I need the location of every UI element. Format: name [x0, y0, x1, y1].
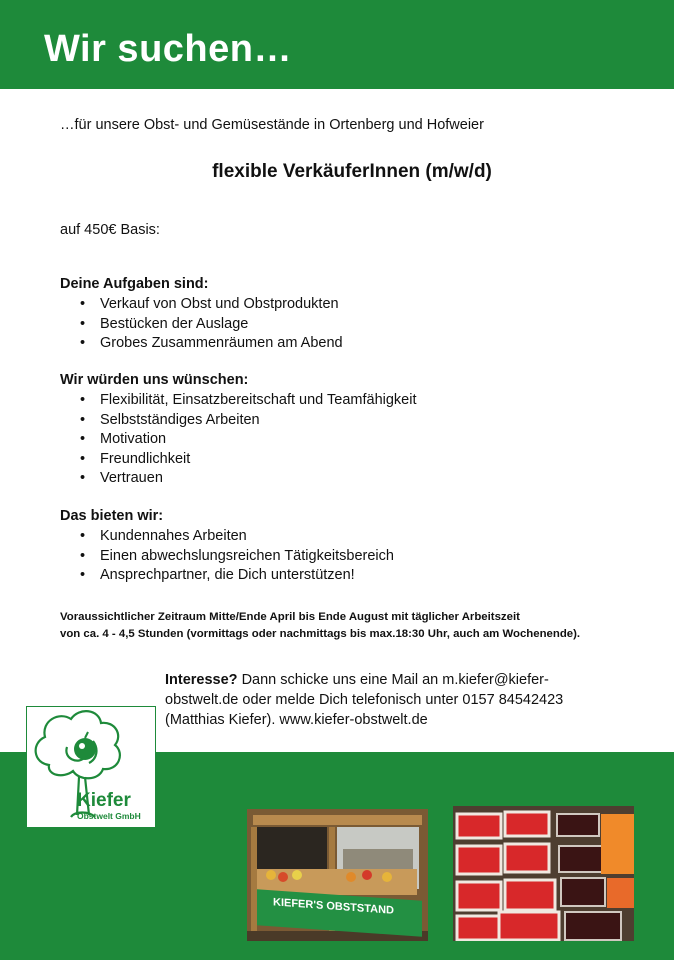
contact-text: obstwelt.de oder melde Dich telefonisch unter 0157 84542423	[165, 692, 564, 708]
company-logo	[26, 706, 156, 828]
job-title: flexible VerkäuferInnen (m/w/d)	[212, 161, 492, 182]
logo-subtitle: Obstwelt GmbH	[77, 811, 141, 821]
list-item: • Selbstständiges Arbeiten	[80, 411, 416, 431]
list-item: • Ansprechpartner, die Dich unterstützen!	[80, 566, 394, 586]
work-period	[60, 609, 580, 643]
list-item: • Grobes Zusammenräumen am Abend	[80, 334, 343, 354]
wishes-list	[80, 391, 416, 489]
wishes-title: Wir würden uns wünschen:	[60, 372, 249, 388]
list-item: • Verkauf von Obst und Obstprodukten	[80, 295, 343, 315]
contact-info	[165, 670, 635, 730]
stand-sign-text: KIEFER'S OBSTSTAND	[273, 896, 394, 917]
intro-text: …für unsere Obst- und Gemüsestände in Ortenberg und Hofweier	[60, 117, 484, 133]
contact-text: (Matthias Kiefer). www.kiefer-obstwelt.de	[165, 712, 428, 728]
offers-title: Das bieten wir:	[60, 508, 164, 524]
list-item: • Vertrauen	[80, 469, 416, 489]
logo-name: Kiefer	[77, 790, 131, 811]
photo-fruit-stand	[247, 809, 428, 941]
header-title: Wir suchen…	[44, 28, 292, 70]
contact-text: Dann schicke uns eine Mail an m.kiefer@kiefer-	[237, 672, 549, 688]
list-item: • Motivation	[80, 430, 416, 450]
tasks-title: Deine Aufgaben sind:	[60, 276, 209, 292]
work-period-line: von ca. 4 - 4,5 Stunden (vormittags oder nachmittags bis max.18:30 Uhr, auch am Wochenende).	[60, 628, 581, 640]
list-item: • Bestücken der Auslage	[80, 315, 343, 335]
contact-lead: Interesse?	[165, 672, 238, 688]
strawberries-image	[453, 806, 634, 941]
work-period-line: Voraussichtlicher Zeitraum Mitte/Ende April bis Ende August mit täglicher Arbeitszeit	[60, 611, 520, 623]
tasks-list	[80, 295, 343, 354]
header-banner	[0, 0, 674, 89]
list-item: • Einen abwechslungsreichen Tätigkeitsbereich	[80, 547, 394, 567]
list-item: • Kundennahes Arbeiten	[80, 527, 394, 547]
list-item: • Flexibilität, Einsatzbereitschaft und Teamfähigkeit	[80, 391, 416, 411]
employment-basis: auf 450€ Basis:	[60, 222, 160, 238]
photo-strawberries	[453, 806, 634, 941]
list-item: • Freundlichkeit	[80, 450, 416, 470]
offers-list	[80, 527, 394, 586]
